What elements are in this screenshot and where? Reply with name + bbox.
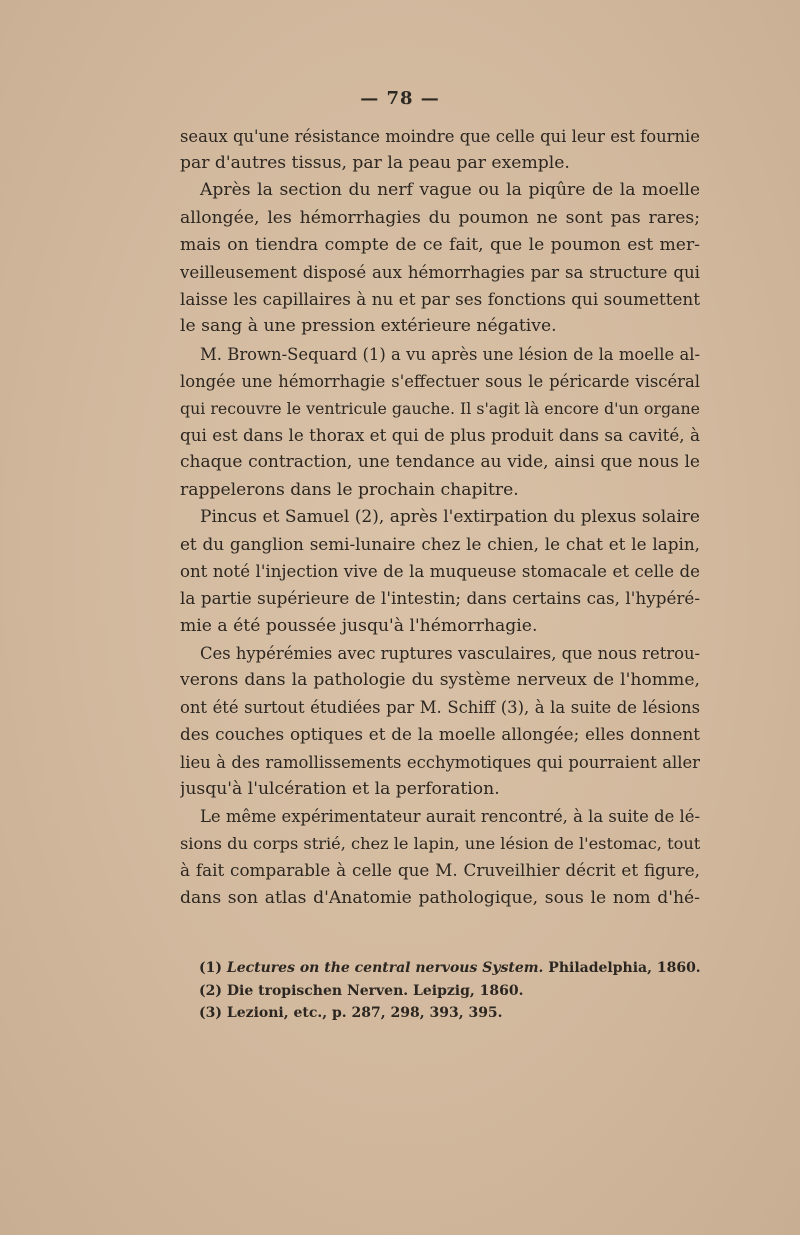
text-line: sions du corps strié, chez le lapin, une lésion de l'estomac, tout xyxy=(180,834,700,854)
footnotes xyxy=(199,957,699,1025)
text-line: jusqu'à l'ulcération et la perforation. xyxy=(180,778,500,799)
text-line: des couches optiques et de la moelle allongée; elles donnent xyxy=(180,724,700,745)
text-line: ont noté l'injection vive de la muqueuse stomacale et celle de xyxy=(180,562,700,582)
text-line: la partie supérieure de l'intestin; dans certains cas, l'hypéré- xyxy=(180,588,700,609)
footnote-text: Philadelphia, 1860. xyxy=(543,960,701,976)
footnote-text: Lezioni, etc., p. 287, 298, 393, 395. xyxy=(226,1005,503,1021)
text-line: dans son atlas d'Anatomie pathologique, sous le nom d'hé- xyxy=(180,887,700,908)
footnote-marker: (3) xyxy=(199,1005,227,1021)
text-line: ont été surtout étudiées par M. Schiff (3), à la suite de lésions xyxy=(180,698,700,718)
text-line: Après la section du nerf vague ou la piqûre de la moelle xyxy=(200,180,700,201)
text-line: à fait comparable à celle que M. Cruveilhier décrit et figure, xyxy=(180,860,700,881)
footnote-1 xyxy=(199,957,699,980)
text-line: M. Brown-Sequard (1) a vu après une lésion de la moelle al- xyxy=(200,344,700,364)
text-line: qui est dans le thorax et qui de plus produit dans sa cavité, à xyxy=(180,425,700,446)
page-number: — 78 — xyxy=(360,88,440,109)
footnote-text: Die tropischen Nerven. Leipzig, 1860. xyxy=(226,982,524,999)
text-line: Le même expérimentateur aurait rencontré, à la suite de lé- xyxy=(200,807,700,827)
text-line: veilleusement disposé aux hémorrhagies par sa structure qui xyxy=(180,263,700,283)
text-line: et du ganglion semi-lunaire chez le chien, le chat et le lapin, xyxy=(180,534,700,555)
text-line: mais on tiendra compte de ce fait, que le poumon est mer- xyxy=(180,234,700,255)
footnote-3 xyxy=(199,1002,699,1025)
text-line: allongée, les hémorrhagies du poumon ne sont pas rares; xyxy=(180,207,700,228)
footnote-marker: (1) xyxy=(199,960,227,976)
footnote-2 xyxy=(199,980,699,1003)
text-line: Ces hypérémies avec ruptures vasculaires, que nous retrou- xyxy=(200,643,700,663)
footnote-title: Lectures on the central nervous System. xyxy=(226,960,544,976)
text-line: lieu à des ramollissements ecchymotiques qui pourraient aller xyxy=(180,752,700,772)
text-line: verons dans la pathologie du système nerveux de l'homme, xyxy=(180,670,700,691)
text-line: Pincus et Samuel (2), après l'extirpation du plexus solaire xyxy=(200,506,700,527)
body-text xyxy=(180,123,700,912)
text-line: le sang à une pression extérieure négative. xyxy=(180,316,557,337)
text-line: laisse les capillaires à nu et par ses fonctions qui soumettent xyxy=(180,289,700,310)
text-line: mie a été poussée jusqu'à l'hémorrhagie. xyxy=(180,615,538,636)
text-line: par d'autres tissus, par la peau par exemple. xyxy=(180,153,570,174)
text-line: chaque contraction, une tendance au vide, ainsi que nous le xyxy=(180,452,700,473)
text-line: qui recouvre le ventricule gauche. Il s'agit là encore d'un organe xyxy=(180,399,700,419)
text-line: rappelerons dans le prochain chapitre. xyxy=(180,479,519,500)
footnote-marker: (2) xyxy=(199,982,227,999)
text-line: seaux qu'une résistance moindre que celle qui leur est fournie xyxy=(180,127,700,146)
text-line: longée une hémorrhagie s'effectuer sous le péricarde viscéral xyxy=(180,371,700,391)
